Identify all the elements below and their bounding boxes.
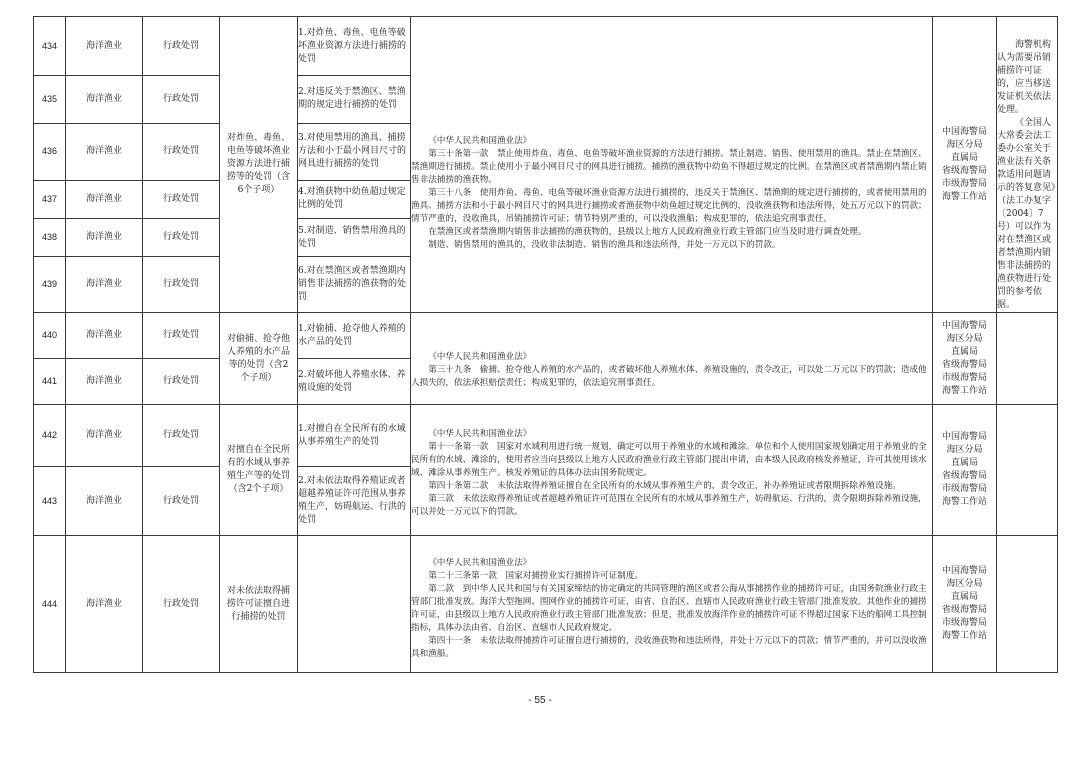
org-line: 海区分局 (946, 445, 983, 455)
org-line: 市级海警局 (941, 484, 987, 494)
item-name: 对炸鱼、毒鱼、电鱼等破坏渔业资源方法进行捕捞等的处罚（含6个子项） (226, 133, 290, 195)
remark-line: 海警机构认为需要吊销捕捞许可证的，应当移送发证机关依法处理。 (997, 40, 1052, 115)
row-domain: 海洋渔业 (66, 17, 143, 76)
row-type: 行政处罚 (143, 467, 220, 536)
basis-line: 第三十九条 偷捕、抢夺他人养殖的水产品的，或者破坏他人养殖水体、养殖设施的，责令改正，可以处二万元以下的罚款；造成他人损失的，依法承担赔偿责任；构成犯罪的，依法追究刑事责任。 (411, 365, 927, 388)
item-name-cell (220, 17, 298, 313)
row-number: 437 (34, 180, 66, 218)
basis-line: 第二十三条第一款 国家对捕捞业实行捕捞许可证制度。 (428, 571, 644, 581)
row-domain: 海洋渔业 (66, 467, 143, 536)
legal-basis-cell (411, 536, 933, 673)
row-number: 440 (34, 313, 66, 359)
basis-line: 第二款 到中华人民共和国与有关国家缔结的协定确定的共同管理的渔区或者公海从事捕捞作业的捕捞许可证，由国务院渔业行政主管部门批准发放。海洋大型拖网、围网作业的捕捞许可证，由省、自治区、直辖市人民政府渔业行政主管部门批准发放。其他作业的捕捞许可证，由县级以上地方人民政府渔业行政主管部门批准发放；但是，批准发放海洋作业的捕捞许可证不得超过国家下达的船网工具控制指标，具体办法由省、自治区、直辖市人民政府规定。 (411, 584, 927, 633)
remark-line: 《全国人大常委会法工委办公室关于渔业法有关条款适用问题请示的答复意见》（法工办复字〔2004〕7号）可以作为对在禁渔区或者禁渔期内销售非法捕捞的渔获物进行处罚的参考依据。 (997, 118, 1056, 310)
item-name-cell (220, 313, 298, 405)
sub-item: 3.对使用禁用的渔具、捕捞方法和小于最小网目尺寸的网具进行捕捞的处罚 (298, 123, 411, 180)
item-name-cell (220, 536, 298, 673)
basis-line: 第十一条第一款 国家对水域利用进行统一规划，确定可以用于养殖业的水域和滩涂。单位和个人使用国家规划确定用于养殖业的全民所有的水域、滩涂的，使用者应当向县级以上地方人民政府渔业行政主管部门提出申请，由本级人民政府核发养殖证，许可其使用该水域、滩涂从事养殖生产。核发养殖证的具体办法由国务院规定。 (411, 441, 927, 478)
row-type: 行政处罚 (143, 123, 220, 180)
row-type: 行政处罚 (143, 17, 220, 76)
row-type: 行政处罚 (143, 313, 220, 359)
org-line: 市级海警局 (941, 618, 987, 628)
org-line: 海警工作站 (941, 191, 987, 202)
org-line: 市级海警局 (941, 178, 987, 189)
row-type: 行政处罚 (143, 405, 220, 467)
org-line: 中国海警局 (941, 126, 987, 137)
basis-line: 第三十八条 使用炸鱼、毒鱼、电鱼等破坏渔业资源方法进行捕捞的，违反关于禁渔区、禁渔期的规定进行捕捞的，或者使用禁用的渔具、捕捞方法和小于最小网目尺寸的网具进行捕捞或者渔获物中幼鱼超过规定比例的，没收渔获物和违法所得，处五万元以下的罚款；情节严重的，没收渔具，吊销捕捞许可证；情节特别严重的，可以没收渔船；构成犯罪的，依法追究刑事责任。 (411, 187, 927, 224)
row-number: 442 (34, 405, 66, 467)
sub-item: 2.对违反关于禁渔区、禁渔期的规定进行捕捞的处罚 (298, 76, 411, 124)
enforcement-org-cell (933, 313, 997, 405)
remark-cell (997, 405, 1058, 536)
org-line: 直属局 (950, 152, 978, 163)
remark-cell (997, 313, 1058, 405)
row-number: 438 (34, 218, 66, 256)
enforcement-table (33, 16, 1058, 673)
row-type: 行政处罚 (143, 359, 220, 405)
sub-item: 1.对炸鱼、毒鱼、电鱼等破坏渔业资源方法进行捕捞的处罚 (298, 17, 411, 76)
item-name: 对未依法取得捕捞许可证擅自进行捕捞的处罚 (226, 585, 290, 622)
row-type: 行政处罚 (143, 536, 220, 673)
row-domain: 海洋渔业 (66, 76, 143, 124)
row-type: 行政处罚 (143, 76, 220, 124)
item-name: 对偷捕、抢夺他人养殖的水产品等的处罚（含2个子项） (226, 333, 290, 383)
row-domain: 海洋渔业 (66, 405, 143, 467)
row-type: 行政处罚 (143, 180, 220, 218)
org-line: 直属局 (950, 346, 978, 357)
row-number: 444 (34, 536, 66, 673)
row-domain: 海洋渔业 (66, 313, 143, 359)
basis-line: 第三款 未依法取得养殖证或者超越养殖证许可范围在全民所有的水域从事养殖生产，妨碍航运、行洪的，责令限期拆除养殖设施，可以并处一万元以下的罚款。 (411, 493, 927, 517)
sub-item (298, 536, 411, 673)
org-line: 中国海警局 (941, 432, 987, 442)
basis-line: 制造、销售禁用的渔具的，没收非法制造、销售的渔具和违法所得，并处一万元以下的罚款。 (428, 239, 781, 250)
org-line: 省级海警局 (941, 165, 987, 176)
org-line: 中国海警局 (941, 566, 987, 576)
org-line: 省级海警局 (941, 605, 987, 615)
org-line: 市级海警局 (941, 372, 987, 383)
row-domain: 海洋渔业 (66, 359, 143, 405)
table-row (34, 405, 1058, 467)
remark-cell (997, 17, 1058, 313)
row-domain: 海洋渔业 (66, 536, 143, 673)
row-number: 434 (34, 17, 66, 76)
row-number: 443 (34, 467, 66, 536)
org-line: 海区分局 (946, 333, 983, 344)
item-name: 对擅自在全民所有的水域从事养殖生产等的处罚（含2个子项） (226, 445, 290, 494)
basis-line: 《中华人民共和国渔业法》 (428, 428, 532, 439)
sub-item: 1.对偷捕、抢夺他人养殖的水产品的处罚 (298, 313, 411, 359)
row-domain: 海洋渔业 (66, 123, 143, 180)
row-domain: 海洋渔业 (66, 180, 143, 218)
sub-item: 6.对在禁渔区或者禁渔期内销售非法捕捞的渔获物的处罚 (298, 257, 411, 313)
org-line: 海区分局 (946, 579, 983, 589)
org-line: 省级海警局 (941, 471, 987, 481)
org-line: 海警工作站 (941, 631, 987, 641)
enforcement-org-cell (933, 536, 997, 673)
sub-item: 2.对未依法取得养殖证或者超越养殖证许可范围从事养殖生产，妨碍航运、行洪的处罚 (298, 467, 411, 536)
org-line: 直属局 (950, 592, 978, 602)
basis-line: 在禁渔区或者禁渔期内销售非法捕捞的渔获物的，县级以上地方人民政府渔业行政主管部门应当及时进行调查处理。 (428, 226, 867, 237)
enforcement-org-cell (933, 405, 997, 536)
sub-item: 2.对破坏他人养殖水体、养殖设施的处罚 (298, 359, 411, 405)
basis-line: 第四十条第二款 未依法取得养殖证擅自在全民所有的水域从事养殖生产的，责令改正，补办养殖证或者限期拆除养殖设施。 (428, 480, 901, 491)
org-line: 海区分局 (946, 139, 983, 150)
org-line: 省级海警局 (941, 359, 987, 370)
row-number: 436 (34, 123, 66, 180)
legal-basis-cell (411, 405, 933, 536)
remark-cell (997, 536, 1058, 673)
sub-item: 1.对擅自在全民所有的水域从事养殖生产的处罚 (298, 405, 411, 467)
table-row (34, 17, 1058, 76)
org-line: 中国海警局 (941, 320, 987, 331)
table-row (34, 313, 1058, 359)
row-number: 435 (34, 76, 66, 124)
org-line: 海警工作站 (941, 497, 987, 507)
row-type: 行政处罚 (143, 218, 220, 256)
table-row (34, 536, 1058, 673)
sub-item: 4.对渔获物中幼鱼超过规定比例的处罚 (298, 180, 411, 218)
basis-line: 第三十条第一款 禁止使用炸鱼、毒鱼、电鱼等破坏渔业资源的方法进行捕捞。禁止制造、销售、使用禁用的渔具。禁止在禁渔区、禁渔期进行捕捞。禁止使用小于最小网目尺寸的网具进行捕捞。捕捞的渔获物中幼鱼不得超过规定的比例。在禁渔区或者禁渔期内禁止销售非法捕捞的渔获物。 (411, 148, 927, 185)
basis-line: 《中华人民共和国渔业法》 (428, 558, 532, 568)
basis-line: 第四十一条 未依法取得捕捞许可证擅自进行捕捞的，没收渔获物和违法所得，并处十万元以下的罚款；情节严重的，并可以没收渔具和渔船。 (411, 636, 927, 659)
org-line: 直属局 (950, 458, 978, 468)
org-line: 海警工作站 (941, 385, 987, 396)
enforcement-org-cell (933, 17, 997, 313)
legal-basis-cell (411, 313, 933, 405)
sub-item: 5.对制造、销售禁用渔具的处罚 (298, 218, 411, 256)
row-domain: 海洋渔业 (66, 218, 143, 256)
row-domain: 海洋渔业 (66, 257, 143, 313)
row-number: 441 (34, 359, 66, 405)
row-type: 行政处罚 (143, 257, 220, 313)
basis-line: 《中华人民共和国渔业法》 (428, 352, 532, 362)
legal-basis-cell (411, 17, 933, 313)
basis-line: 《中华人民共和国渔业法》 (428, 135, 532, 146)
page-number: - 55 - (528, 695, 552, 706)
item-name-cell (220, 405, 298, 536)
row-number: 439 (34, 257, 66, 313)
